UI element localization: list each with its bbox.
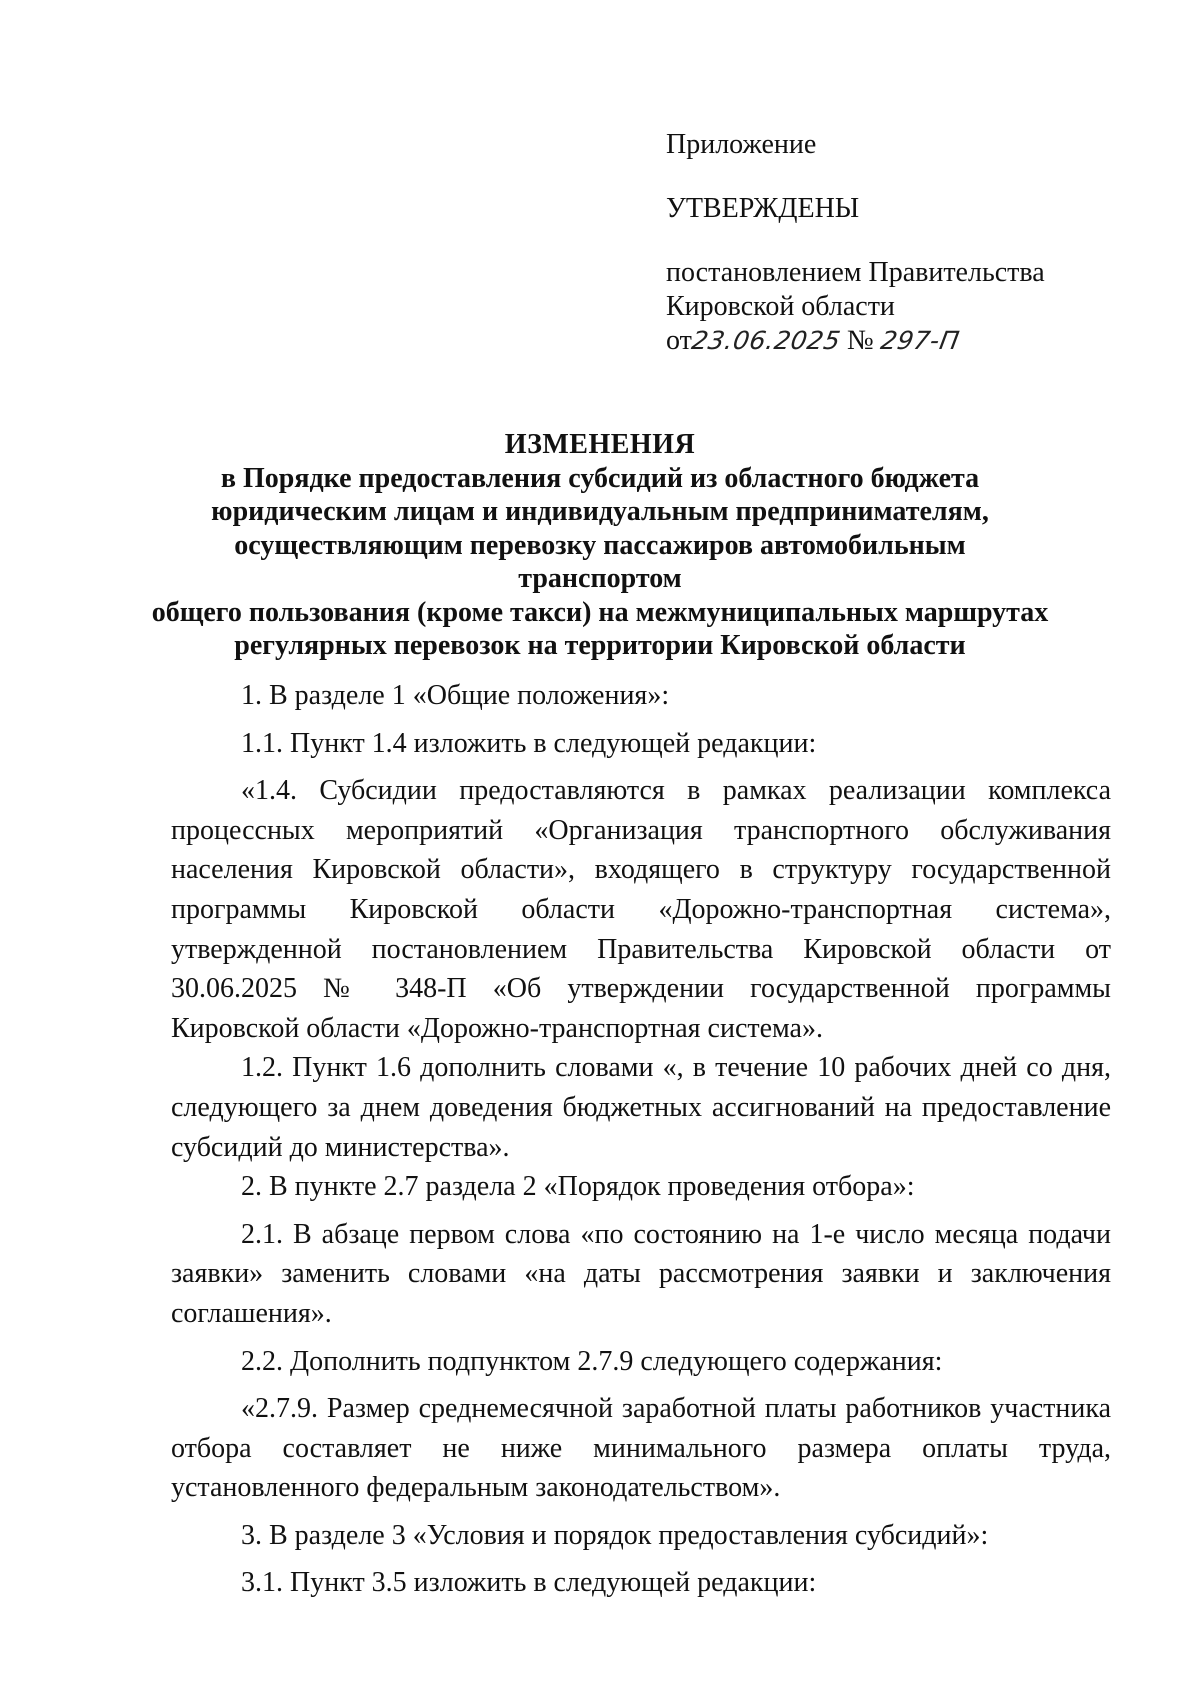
document-body: [171, 676, 1111, 1603]
approved-label: УТВЕРЖДЕНЫ: [666, 193, 860, 224]
paragraph-1-2: 1.2. Пункт 1.6 дополнить словами «, в течение 10 рабочих дней со дня, следующего за днем доведения бюджетных ассигнований на предоставление субсидий до министерства».: [171, 1052, 1111, 1163]
document-heading: [150, 428, 1050, 663]
heading-line: регулярных перевозок на территории Кировской области: [234, 630, 966, 661]
heading-line: юридическим лицам и индивидуальным предпринимателям,: [211, 496, 989, 527]
paragraph-2: 2. В пункте 2.7 раздела 2 «Порядок проведения отбора»:: [241, 1171, 915, 1203]
appendix-label: Приложение: [666, 129, 817, 160]
paragraph-2-1: 2.1. В абзаце первом слова «по состоянию на 1-е число месяца подачи заявки» заменить словами «на даты рассмотрения заявки и заключения соглашения».: [171, 1218, 1111, 1329]
heading-line: осуществляющим перевозку пассажиров автомобильным транспортом: [234, 529, 966, 594]
approval-date-number-line: [666, 324, 1045, 358]
heading-line: в Порядке предоставления субсидий из областного бюджета: [220, 462, 980, 494]
paragraph-3: 3. В разделе 3 «Условия и порядок предоставления субсидий»:: [241, 1519, 989, 1551]
paragraph-2-2: 2.2. Дополнить подпунктом 2.7.9 следующего содержания:: [241, 1345, 943, 1377]
number-sign: №: [847, 325, 874, 356]
approval-region-line: Кировской области: [666, 291, 895, 322]
heading-title: ИЗМЕНЕНИЯ: [504, 429, 696, 460]
from-prefix: от: [666, 325, 692, 356]
approval-block: [666, 128, 1045, 358]
paragraph-1-1: 1.1. Пункт 1.4 изложить в следующей редакции:: [241, 727, 817, 759]
paragraph-1-4-text: «1.4. Субсидии предоставляются в рамках реализации комплекса процессных мероприятий «Организация транспортного обслуживания населения Кировской области», входящего в структуру государственной программы Кировской области «Дорожно-транспортная система», утвержденной постановлением Правительства Кировской области от 30.06.2025 № 348-П «Об утверждении государственной программы Кировской области «Дорожно-транспортная система».: [171, 775, 1111, 1044]
handwritten-number: 297-П: [878, 326, 962, 355]
heading-line: общего пользования (кроме такси) на межмуниципальных маршрутах: [151, 596, 1049, 628]
approval-authority-line: постановлением Правительства: [666, 257, 1045, 288]
handwritten-date: 23.06.2025: [689, 326, 843, 355]
paragraph-3-1: 3.1. Пункт 3.5 изложить в следующей редакции:: [241, 1567, 817, 1599]
paragraph-1: 1. В разделе 1 «Общие положения»:: [241, 680, 670, 711]
paragraph-2-7-9-text: «2.7.9. Размер среднемесячной заработной платы работников участника отбора составляет не ниже минимального размера оплаты труда, установленного федеральным законодательством».: [171, 1393, 1111, 1504]
